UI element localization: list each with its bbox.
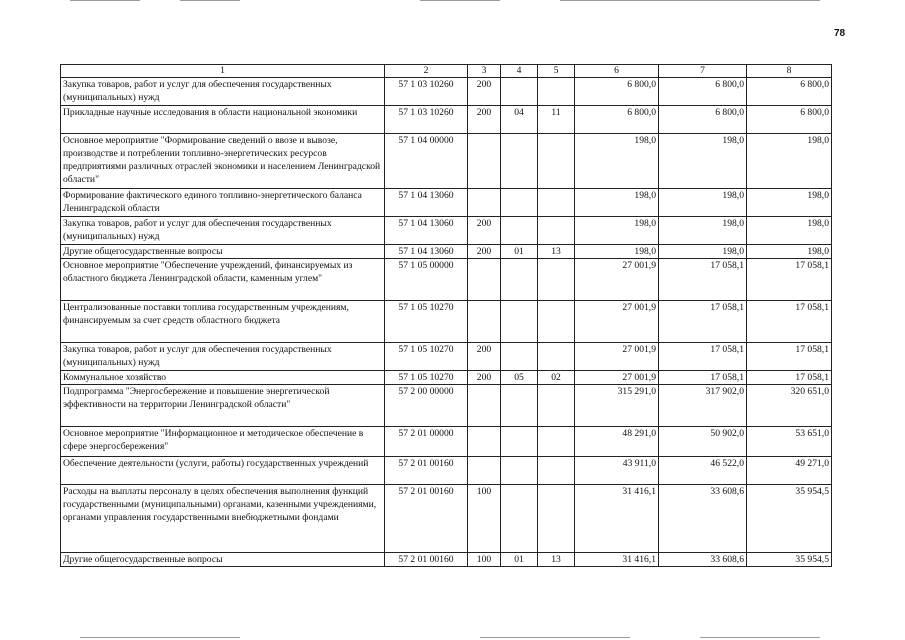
target-code: 57 2 01 00160 — [385, 485, 468, 553]
target-code: 57 2 01 00160 — [385, 553, 468, 567]
section — [501, 485, 538, 553]
amount-col8: 17 058,1 — [747, 259, 832, 301]
budget-table — [60, 64, 832, 567]
amount-col6: 6 800,0 — [575, 106, 659, 134]
column-header: 5 — [538, 65, 575, 78]
page-number: 78 — [834, 28, 846, 39]
row-name: Основное мероприятие "Формирование сведений о ввозе и вывозе, производстве и потреблении топливно-энергетических ресурсов предприятиями различных отраслей экономики и населением Ленинградской области" — [61, 134, 385, 189]
target-code: 57 1 05 10270 — [385, 371, 468, 385]
amount-col7: 6 800,0 — [659, 78, 747, 106]
amount-col7: 17 058,1 — [659, 343, 747, 371]
amount-col6: 31 416,1 — [575, 485, 659, 553]
target-code: 57 1 05 10270 — [385, 301, 468, 343]
section — [501, 385, 538, 427]
table-row — [61, 343, 832, 371]
scan-edge-line — [80, 637, 240, 638]
table-row — [61, 301, 832, 343]
target-code: 57 1 04 13060 — [385, 189, 468, 217]
column-header: 8 — [747, 65, 832, 78]
table-row — [61, 385, 832, 427]
subsection — [538, 189, 575, 217]
column-header: 6 — [575, 65, 659, 78]
expense-type — [468, 189, 501, 217]
table-row — [61, 457, 832, 485]
subsection — [538, 259, 575, 301]
expense-type: 200 — [468, 343, 501, 371]
expense-type: 100 — [468, 485, 501, 553]
table-row — [61, 427, 832, 457]
expense-type: 200 — [468, 217, 501, 245]
amount-col8: 198,0 — [747, 189, 832, 217]
scan-edge-line — [480, 637, 630, 638]
amount-col8: 198,0 — [747, 245, 832, 259]
row-name: Закупка товаров, работ и услуг для обеспечения государственных (муниципальных) нужд — [61, 343, 385, 371]
subsection — [538, 385, 575, 427]
row-name: Другие общегосударственные вопросы — [61, 245, 385, 259]
amount-col6: 27 001,9 — [575, 301, 659, 343]
expense-type: 200 — [468, 78, 501, 106]
section — [501, 217, 538, 245]
row-name: Обеспечение деятельности (услуги, работы) государственных учреждений — [61, 457, 385, 485]
expense-type: 200 — [468, 371, 501, 385]
section: 05 — [501, 371, 538, 385]
table-row — [61, 259, 832, 301]
row-name: Централизованные поставки топлива государственным учреждениям, финансируемым за счет средств областного бюджета — [61, 301, 385, 343]
amount-col7: 17 058,1 — [659, 301, 747, 343]
row-name: Расходы на выплаты персоналу в целях обеспечения выполнения функций государственными (муниципальными) органами, казенными учреждениями, органами управления государственными внебюджетными фондами — [61, 485, 385, 553]
target-code: 57 2 01 00000 — [385, 427, 468, 457]
amount-col7: 17 058,1 — [659, 371, 747, 385]
column-header: 1 — [61, 65, 385, 78]
amount-col7: 198,0 — [659, 245, 747, 259]
target-code: 57 1 05 00000 — [385, 259, 468, 301]
section — [501, 134, 538, 189]
amount-col8: 53 651,0 — [747, 427, 832, 457]
subsection — [538, 485, 575, 553]
target-code: 57 1 04 13060 — [385, 217, 468, 245]
expense-type — [468, 427, 501, 457]
amount-col6: 6 800,0 — [575, 78, 659, 106]
section — [501, 457, 538, 485]
row-name: Подпрограмма "Энергосбережение и повышение энергетической эффективности на территории Ленинградской области" — [61, 385, 385, 427]
section — [501, 343, 538, 371]
amount-col8: 17 058,1 — [747, 301, 832, 343]
table-row — [61, 189, 832, 217]
amount-col7: 6 800,0 — [659, 106, 747, 134]
scan-edge-line — [420, 0, 500, 1]
expense-type: 200 — [468, 245, 501, 259]
subsection — [538, 457, 575, 485]
amount-col7: 198,0 — [659, 217, 747, 245]
amount-col8: 198,0 — [747, 134, 832, 189]
section — [501, 189, 538, 217]
row-name: Прикладные научные исследования в области национальной экономики — [61, 106, 385, 134]
amount-col6: 198,0 — [575, 134, 659, 189]
target-code: 57 2 01 00160 — [385, 457, 468, 485]
amount-col7: 198,0 — [659, 134, 747, 189]
subsection: 13 — [538, 245, 575, 259]
amount-col6: 198,0 — [575, 189, 659, 217]
amount-col7: 46 522,0 — [659, 457, 747, 485]
subsection — [538, 78, 575, 106]
table-row — [61, 245, 832, 259]
expense-type — [468, 259, 501, 301]
expense-type: 100 — [468, 553, 501, 567]
expense-type: 200 — [468, 106, 501, 134]
subsection — [538, 427, 575, 457]
table-row — [61, 134, 832, 189]
amount-col8: 198,0 — [747, 217, 832, 245]
table-row — [61, 485, 832, 553]
scan-edge-line — [70, 0, 140, 1]
row-name: Основное мероприятие "Обеспечение учреждений, финансируемых из областного бюджета Ленинградской области, каменным углем" — [61, 259, 385, 301]
expense-type — [468, 134, 501, 189]
amount-col6: 27 001,9 — [575, 259, 659, 301]
section — [501, 427, 538, 457]
column-header: 7 — [659, 65, 747, 78]
target-code: 57 1 04 13060 — [385, 245, 468, 259]
target-code: 57 1 03 10260 — [385, 106, 468, 134]
amount-col8: 6 800,0 — [747, 106, 832, 134]
row-name: Закупка товаров, работ и услуг для обеспечения государственных (муниципальных) нужд — [61, 217, 385, 245]
amount-col6: 31 416,1 — [575, 553, 659, 567]
subsection — [538, 301, 575, 343]
target-code: 57 2 00 00000 — [385, 385, 468, 427]
table-row — [61, 106, 832, 134]
scan-edge-line — [560, 0, 820, 1]
expense-type — [468, 385, 501, 427]
amount-col6: 315 291,0 — [575, 385, 659, 427]
scan-edge-line — [700, 637, 820, 638]
amount-col8: 35 954,5 — [747, 553, 832, 567]
row-name: Основное мероприятие "Информационное и методическое обеспечение в сфере энергосбережения" — [61, 427, 385, 457]
expense-type — [468, 301, 501, 343]
subsection — [538, 134, 575, 189]
amount-col7: 198,0 — [659, 189, 747, 217]
row-name: Закупка товаров, работ и услуг для обеспечения государственных (муниципальных) нужд — [61, 78, 385, 106]
target-code: 57 1 03 10260 — [385, 78, 468, 106]
target-code: 57 1 05 10270 — [385, 343, 468, 371]
amount-col7: 50 902,0 — [659, 427, 747, 457]
section — [501, 301, 538, 343]
amount-col8: 17 058,1 — [747, 343, 832, 371]
subsection: 13 — [538, 553, 575, 567]
target-code: 57 1 04 00000 — [385, 134, 468, 189]
section: 01 — [501, 553, 538, 567]
amount-col8: 6 800,0 — [747, 78, 832, 106]
table-row — [61, 217, 832, 245]
section — [501, 78, 538, 106]
column-header: 3 — [468, 65, 501, 78]
row-name: Другие общегосударственные вопросы — [61, 553, 385, 567]
subsection: 11 — [538, 106, 575, 134]
table-row — [61, 371, 832, 385]
amount-col6: 27 001,9 — [575, 371, 659, 385]
amount-col7: 317 902,0 — [659, 385, 747, 427]
column-header: 4 — [501, 65, 538, 78]
amount-col8: 320 651,0 — [747, 385, 832, 427]
subsection — [538, 217, 575, 245]
column-number-row — [61, 65, 832, 78]
amount-col6: 48 291,0 — [575, 427, 659, 457]
amount-col8: 35 954,5 — [747, 485, 832, 553]
row-name: Коммунальное хозяйство — [61, 371, 385, 385]
amount-col7: 17 058,1 — [659, 259, 747, 301]
section — [501, 259, 538, 301]
amount-col6: 198,0 — [575, 245, 659, 259]
row-name: Формирование фактического единого топливно-энергетического баланса Ленинградской области — [61, 189, 385, 217]
subsection — [538, 343, 575, 371]
subsection: 02 — [538, 371, 575, 385]
amount-col8: 49 271,0 — [747, 457, 832, 485]
amount-col8: 17 058,1 — [747, 371, 832, 385]
table-row — [61, 553, 832, 567]
column-header: 2 — [385, 65, 468, 78]
table-row — [61, 78, 832, 106]
amount-col7: 33 608,6 — [659, 485, 747, 553]
scan-edge-line — [180, 0, 240, 1]
section: 04 — [501, 106, 538, 134]
section: 01 — [501, 245, 538, 259]
amount-col7: 33 608,6 — [659, 553, 747, 567]
amount-col6: 198,0 — [575, 217, 659, 245]
amount-col6: 27 001,9 — [575, 343, 659, 371]
amount-col6: 43 911,0 — [575, 457, 659, 485]
expense-type — [468, 457, 501, 485]
